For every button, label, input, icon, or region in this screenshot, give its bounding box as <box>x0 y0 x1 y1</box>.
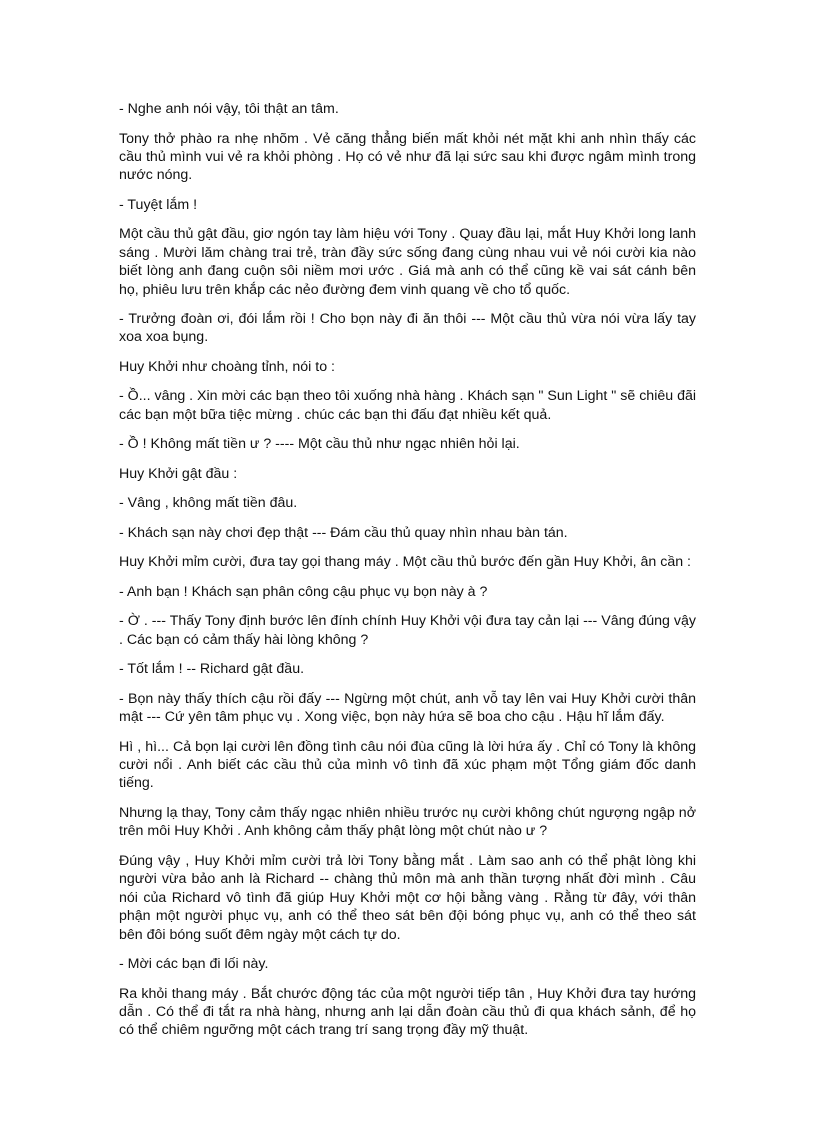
paragraph-15: - Tốt lắm ! -- Richard gật đầu. <box>119 661 305 678</box>
paragraph-14: - Ờ . --- Thấy Tony định bước lên đính chính Huy Khởi vội đưa tay cản lại --- Vâng đúng vậy . Các bạn có cảm thấy hài lòng không ? <box>119 613 696 648</box>
paragraph-19: Đúng vậy , Huy Khởi mỉm cười trả lời Tony bằng mắt . Làm sao anh có thể phật lòng khi người vừa bảo anh là Richard -- chàng thủ môn mà anh thần tượng nhất đời mình . Câu nói của Richard vô tình đã giúp Huy Khởi một cơ hội bằng vàng . Rằng từ đây, với thân phận một người phục vụ, anh có thể theo sát bên đội bóng phục vụ, anh có thể theo sát bên đôi bóng suốt đêm ngày một cách tự do. <box>119 852 696 943</box>
paragraph-5: - Trưởng đoàn ơi, đói lắm rồi ! Cho bọn này đi ăn thôi --- Một cầu thủ vừa nói vừa lấy tay xoa xoa bụng. <box>119 311 696 346</box>
paragraph-10: - Vâng , không mất tiền đâu. <box>119 495 298 512</box>
paragraph-9: Huy Khởi gật đầu : <box>119 465 238 482</box>
paragraph-3: - Tuyệt lắm ! <box>119 196 198 213</box>
paragraph-17: Hì , hì... Cả bọn lại cười lên đồng tình câu nói đùa cũng là lời hứa ấy . Chỉ có Tony là không cười nổi . Anh biết các cầu thủ của mình vô tình đã xúc phạm một Tổng giám đốc danh tiếng. <box>119 738 696 792</box>
paragraph-6: Huy Khởi như choàng tỉnh, nói to : <box>119 358 335 375</box>
paragraph-1: - Nghe anh nói vậy, tôi thật an tâm. <box>119 101 339 117</box>
paragraph-11: - Khách sạn này chơi đẹp thật --- Đám cầu thủ quay nhìn nhau bàn tán. <box>119 524 568 541</box>
paragraph-8: - Ồ ! Không mất tiền ư ? ---- Một cầu thủ như ngạc nhiên hỏi lại. <box>119 436 520 453</box>
paragraph-16: - Bọn này thấy thích cậu rồi đấy --- Ngừng một chút, anh vỗ tay lên vai Huy Khởi cười thân mật --- Cứ yên tâm phục vụ . Xong việc, bọn này hứa sẽ boa cho cậu . Hậu hĩ lắm đấy. <box>119 690 696 726</box>
document-page <box>119 100 696 1051</box>
paragraph-7: - Ồ... vâng . Xin mời các bạn theo tôi xuống nhà hàng . Khách sạn " Sun Light " sẽ chiêu đãi các bạn một bữa tiệc mừng . chúc các bạn thi đấu đạt nhiều kết quả. <box>119 388 696 423</box>
paragraph-21: Ra khỏi thang máy . Bắt chước động tác của một người tiếp tân , Huy Khởi đưa tay hướng dẫn . Có thể đi tắt ra nhà hàng, nhưng anh lại dẫn đoàn cầu thủ đi qua khách sảnh, để họ có thể chiêm ngưỡng một cách trang trí sang trọng đầy mỹ thuật. <box>119 985 696 1039</box>
paragraph-4: Một cầu thủ gật đầu, giơ ngón tay làm hiệu với Tony . Quay đầu lại, mắt Huy Khởi long lanh sáng . Mười lăm chàng trai trẻ, tràn đầy sức sống đang cùng nhau vui vẻ nói cười kia nào biết lòng anh đang cuộn sôi niềm mơi ước . Giá mà anh có thể cũng kề vai sát cánh bên họ, phiêu lưu trên khắp các nẻo đường đem vinh quang về cho tổ quốc. <box>119 226 696 298</box>
paragraph-20: - Mời các bạn đi lối này. <box>119 956 269 972</box>
paragraph-18: Nhưng lạ thay, Tony cảm thấy ngạc nhiên nhiều trước nụ cười không chút ngượng ngập nở trên môi Huy Khởi . Anh không cảm thấy phật lòng một chút nào ư ? <box>119 804 696 840</box>
paragraph-2: Tony thở phào ra nhẹ nhõm . Vẻ căng thẳng biến mất khỏi nét mặt khi anh nhìn thấy các cầu thủ mình vui vẻ ra khỏi phòng . Họ có vẻ như đã lại sức sau khi được ngâm mình trong nước nóng. <box>119 130 696 184</box>
paragraph-12: Huy Khởi mỉm cười, đưa tay gọi thang máy . Một cầu thủ bước đến gần Huy Khởi, ân cần : <box>119 554 691 571</box>
paragraph-13: - Anh bạn ! Khách sạn phân công cậu phục vụ bọn này à ? <box>119 583 488 600</box>
